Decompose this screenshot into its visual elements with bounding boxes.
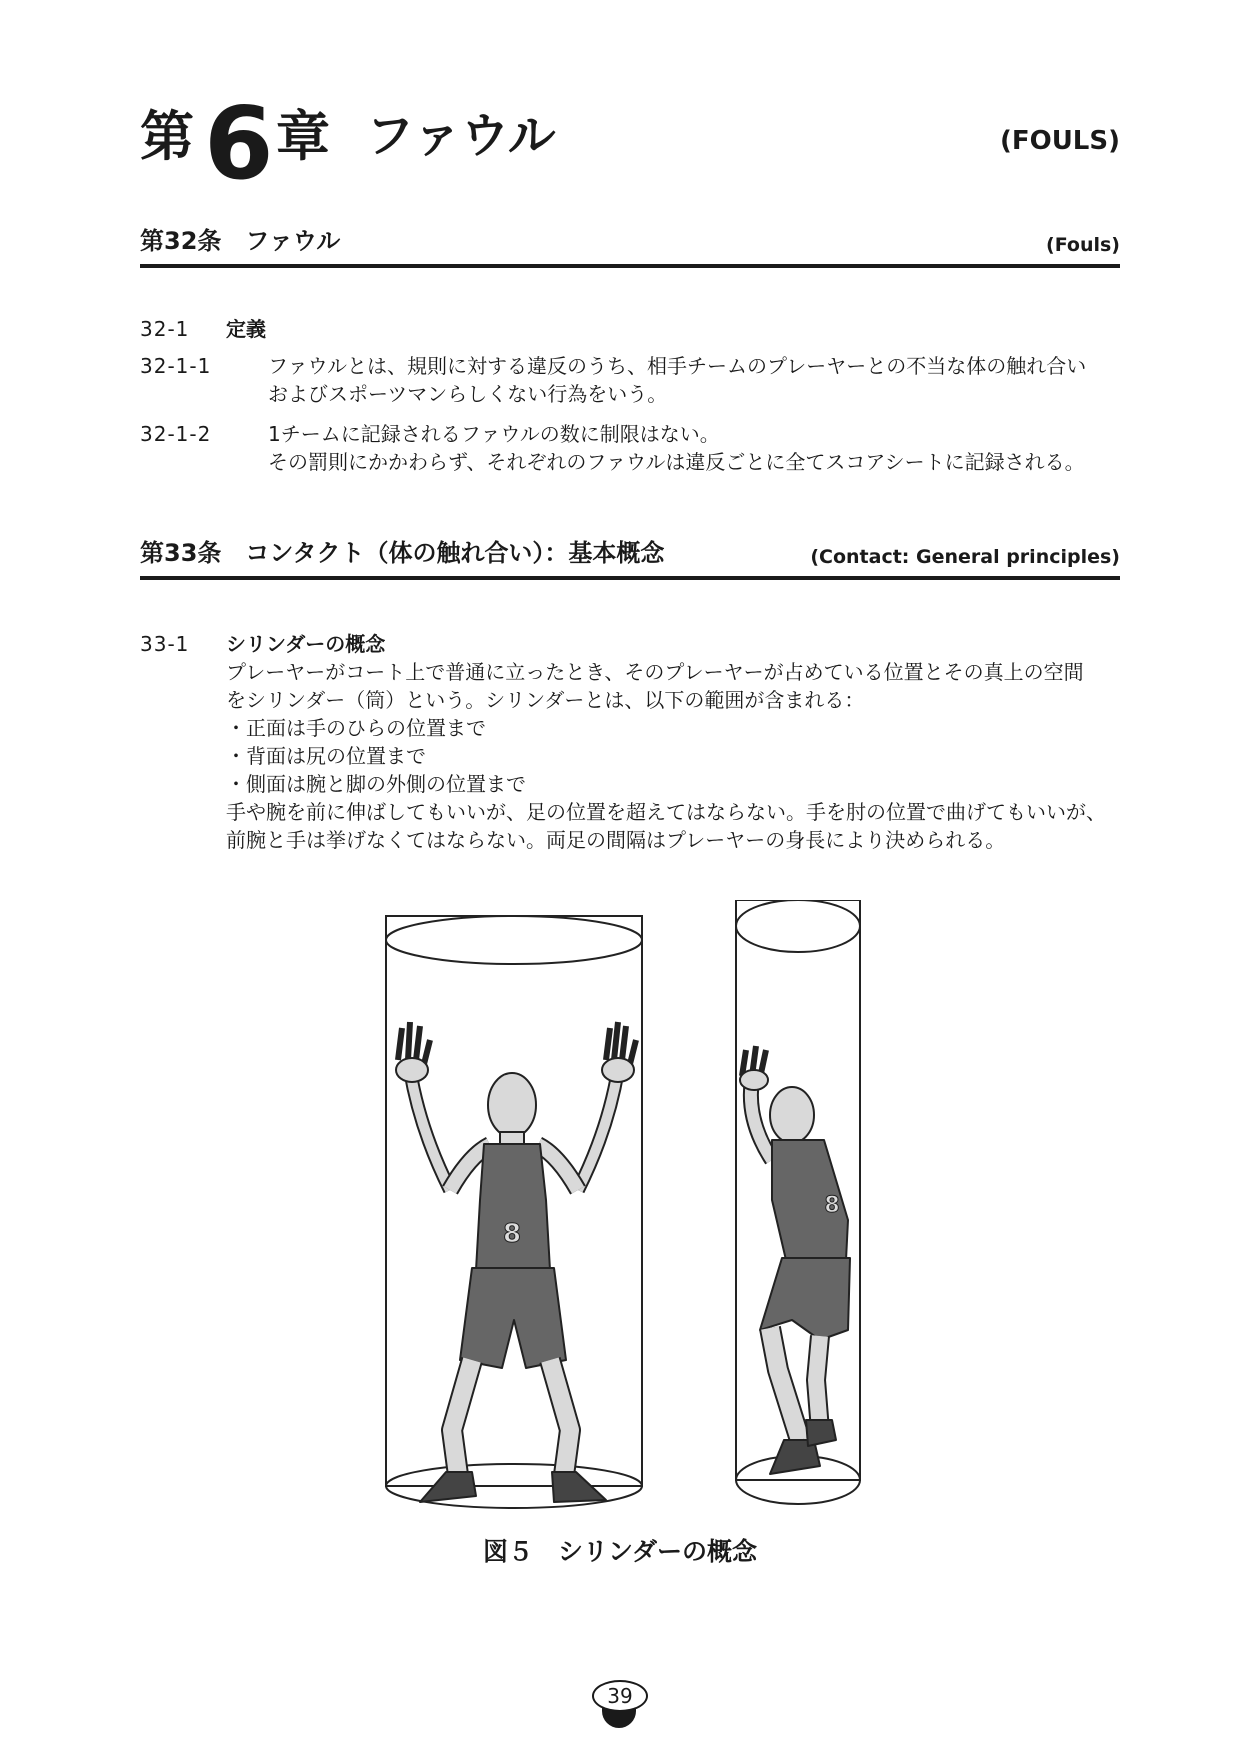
clause-33-1-line-1: プレーヤーがコート上で普通に立ったとき、そのプレーヤーが占めている位置とその真上の空間 [226, 660, 1084, 684]
side-player [740, 1046, 850, 1474]
chapter-title: ファウル [366, 108, 556, 164]
clause-32-1-2-line-1: 1チームに記録されるファウルの数に制限はない。 [268, 422, 720, 446]
article-33-title: 第33条 コンタクト（体の触れ合い）：基本概念 [140, 539, 665, 567]
clause-32-1-1-number: 32-1-1 [140, 354, 212, 378]
article-32-english: (Fouls) [1046, 234, 1120, 256]
clause-32-1-1-line-1: ファウルとは、規則に対する違反のうち、相手チームのプレーヤーとの不当な体の触れ合い [268, 354, 1087, 378]
clause-33-1-line-7: 前腕と手は挙げなくてはならない。両足の間隔はプレーヤーの身長により決められる。 [226, 828, 1006, 852]
clause-33-1-title: シリンダーの概念 [226, 632, 386, 656]
cylinder-concept-figure [380, 900, 880, 1520]
side-jersey-number: 8 [824, 1193, 840, 1218]
article-32-title: 第32条 ファウル [140, 227, 341, 255]
clause-32-1-number: 32-1 [140, 317, 190, 341]
clause-33-1-number: 33-1 [140, 632, 190, 656]
clause-32-1-title: 定義 [226, 317, 266, 341]
clause-32-1-2-number: 32-1-2 [140, 422, 212, 446]
clause-33-1-line-6: 手や腕を前に伸ばしてもいいが、足の位置を超えてはならない。手を肘の位置で曲げてもいいが、 [226, 800, 1106, 824]
clause-33-1-bullet-2: ・背面は尻の位置まで [226, 744, 426, 768]
clause-33-1-bullet-3: ・側面は腕と脚の外側の位置まで [226, 772, 526, 796]
article-33-english: (Contact: General principles) [810, 546, 1120, 568]
article-32-heading [140, 220, 1120, 268]
chapter-english-title: (FOULS) [999, 126, 1120, 156]
front-player [396, 1022, 636, 1502]
page-number-badge [592, 1680, 648, 1740]
clause-33-1-line-2: をシリンダー（筒）という。シリンダーとは、以下の範囲が含まれる： [226, 688, 865, 712]
front-jersey-number: 8 [502, 1219, 522, 1249]
article-33-heading [140, 532, 1120, 580]
chapter-suffix: 章 [276, 105, 330, 168]
clause-32-1-1-line-2: およびスポーツマンらしくない行為をいう。 [268, 382, 668, 406]
page-number: 39 [592, 1680, 648, 1712]
chapter-number: 6 [204, 85, 274, 202]
clause-32-1-2-line-2: その罰則にかかわらず、それぞれのファウルは違反ごとに全てスコアシートに記録される。 [268, 450, 1085, 474]
chapter-prefix: 第 [140, 105, 194, 168]
clause-33-1-bullet-1: ・正面は手のひらの位置まで [226, 716, 486, 740]
chapter-header [140, 85, 1120, 202]
figure-caption: 図５ シリンダーの概念 [482, 1537, 757, 1566]
